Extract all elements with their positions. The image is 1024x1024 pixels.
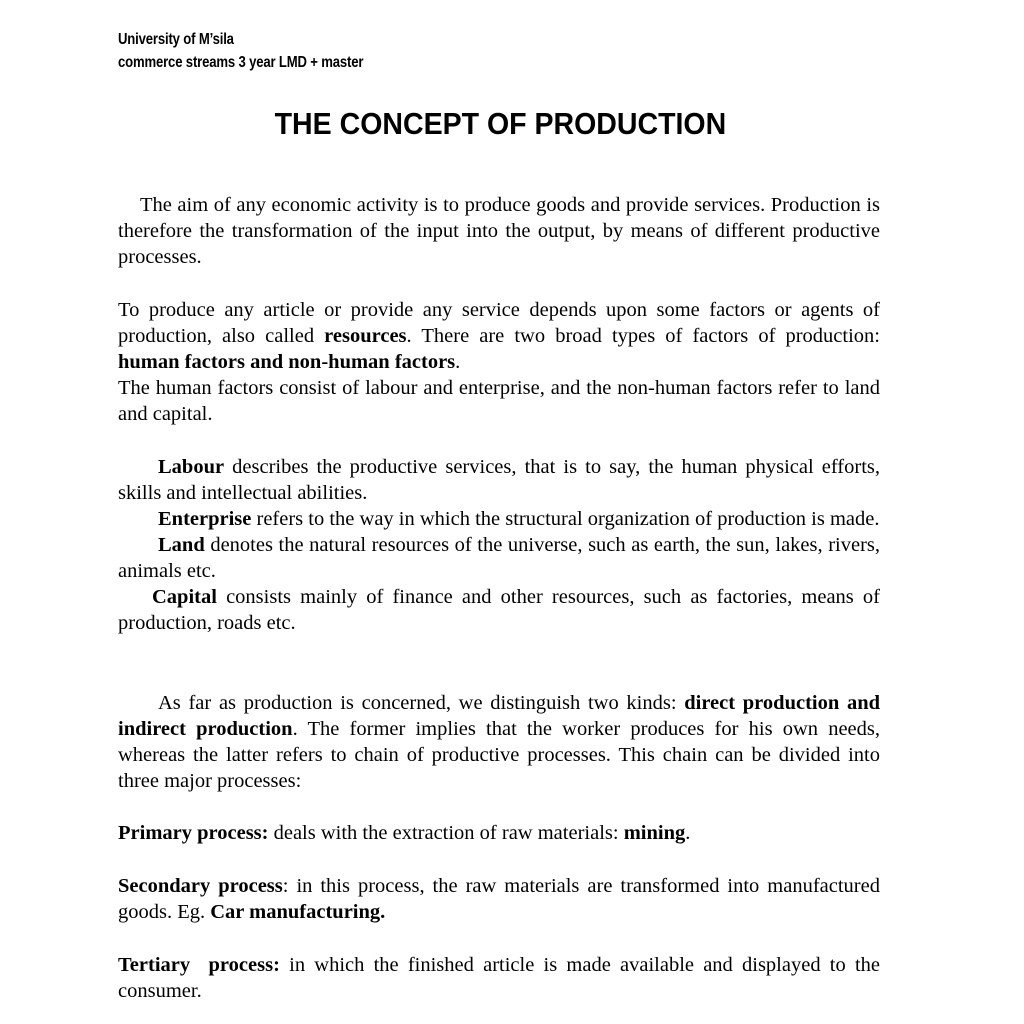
paragraph-production-kinds (118, 690, 880, 794)
process-term: Primary process: (118, 822, 269, 844)
bold-term-factor-types: human factors and non-human factors (118, 351, 456, 373)
bold-term-production-kinds: direct production and indirect production (118, 692, 880, 740)
primary-process-text (118, 820, 880, 846)
secondary-process-text (118, 873, 880, 925)
process-term: Tertiary process: (118, 954, 280, 976)
text-run: . There are two broad types of factors of production: (406, 325, 880, 347)
factor-text: consists mainly of finance and other resources, such as factories, means of production, roads etc. (118, 586, 880, 634)
paragraph-human-factors: The human factors consist of labour and enterprise, and the non-human factors refer to land and capital. (118, 377, 880, 425)
bold-example: mining (623, 822, 686, 844)
factor-text: describes the productive services, that is to say, the human physical efforts, skills and intellectual abilities. (118, 456, 880, 504)
paragraph-factors-text (118, 297, 880, 375)
text-run: As far as production is concerned, we distinguish two kinds: (158, 692, 685, 714)
factor-text: denotes the natural resources of the universe, such as earth, the sun, lakes, rivers, animals etc. (118, 534, 880, 582)
factor-capital (118, 584, 880, 636)
factor-labour (118, 454, 880, 506)
text-run: . The former implies that the worker produces for his own needs, whereas the latter refers to chain of productive processes. This chain can be divided into three major processes: (118, 718, 880, 792)
tertiary-process-text (118, 952, 880, 1004)
factor-term: Capital (152, 586, 217, 608)
paragraph-intro (118, 192, 880, 270)
factor-enterprise (118, 506, 880, 532)
process-text: : in this process, the raw materials are transformed into manufactured goods. Eg. (118, 875, 880, 923)
bold-term-resources: resources (324, 325, 407, 347)
paragraph-intro-text: The aim of any economic activity is to produce goods and provide services. Production is therefore the transformation of the input into the output, by means of different productive processes. (118, 194, 880, 268)
process-term: Secondary process (118, 875, 283, 897)
factor-term: Enterprise (158, 508, 252, 530)
page-title (0, 106, 1000, 142)
primary-process (118, 820, 880, 846)
bold-example: Car manufacturing. (210, 901, 386, 923)
text-run: . (685, 822, 691, 844)
factor-term: Labour (158, 456, 225, 478)
factor-term: Land (158, 534, 205, 556)
paragraph-factors (118, 297, 880, 427)
text-run: To produce any article or provide any service depends upon some factors or agents of production, also called (118, 299, 880, 347)
tertiary-process (118, 952, 880, 1004)
secondary-process (118, 873, 880, 925)
process-text: deals with the extraction of raw materials: (268, 822, 624, 844)
course-info: commerce streams 3 year LMD + master (118, 54, 364, 71)
factor-definitions (118, 454, 880, 636)
text-run: . (455, 351, 461, 373)
document-header (118, 28, 363, 74)
factor-text: refers to the way in which the structural organization of production is made. (251, 508, 880, 530)
page-title-text: THE CONCEPT OF PRODUCTION (274, 106, 726, 141)
process-text: in which the finished article is made available and displayed to the consumer. (118, 954, 880, 1002)
factor-land (118, 532, 880, 584)
university-name: University of M’sila (118, 31, 234, 48)
paragraph-production-kinds-text (118, 690, 880, 794)
